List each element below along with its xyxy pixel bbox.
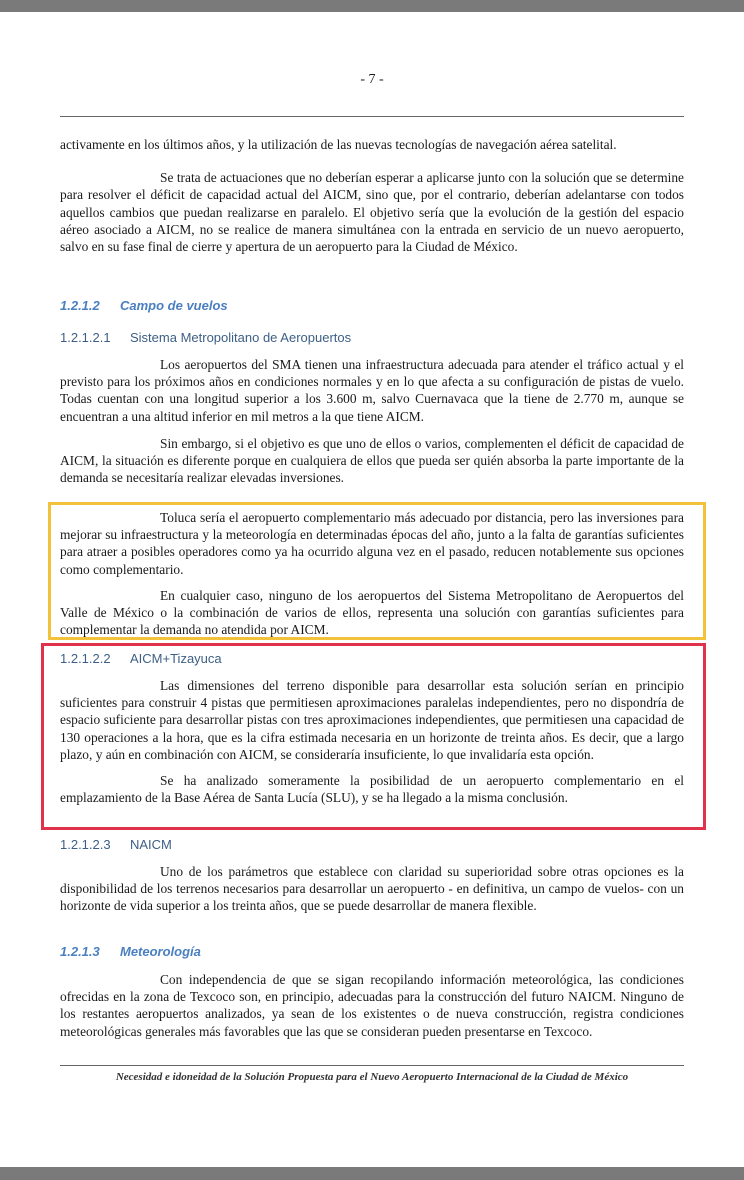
paragraph: Toluca sería el aeropuerto complementario más adecuado por distancia, pero las inversiones para mejorar su infraestructura y la meteorología en determinadas épocas del año, junto a la falta de garantías suficientes para atraer a posibles operadores como ya ha ocurrido alguna vez en el pasado, reducen notablemente sus opciones como complementario. [60, 510, 684, 577]
paragraph: Los aeropuertos del SMA tienen una infraestructura adecuada para atender el tráfico actual y el previsto para los próximos años en condiciones normales y en lo que afecta a su configuración de pistas de vuelo. Todas cuentan con una longitud superior a los 3.600 m, salvo Cuernavaca que la tiene de 2.770 m, aunque se encuentran a una altitud inferior en mil metros a la que tiene AICM. [60, 357, 684, 424]
section-heading-naicm: 1.2.1.2.3 NAICM [60, 837, 172, 852]
paragraph: Uno de los parámetros que establece con claridad su superioridad sobre otras opciones es la disponibilidad de los terrenos necesarios para desarrollar un aeropuerto - en definitiva, un campo de vuelos- con un horizonte de vida superior a los treinta años, que se puede desarrollar de manera flexible. [60, 864, 684, 914]
section-heading-campo-de-vuelos: 1.2.1.2 Campo de vuelos [60, 298, 228, 313]
section-heading-meteorologia: 1.2.1.3 Meteorología [60, 944, 201, 959]
sma-highlighted-block [60, 509, 684, 638]
header-rule [60, 116, 684, 117]
paragraph: Se ha analizado someramente la posibilidad de un aeropuerto complementario en el emplazamiento de la Base Aérea de Santa Lucía (SLU), y se ha llegado a la misma conclusión. [60, 773, 684, 806]
meteo-block [60, 971, 684, 1040]
paragraph: Las dimensiones del terreno disponible para desarrollar esta solución serían en principio suficientes para construir 4 pistas que permitiesen aproximaciones paralelas independientes, pero no dispondría de espacio suficiente para desarrollar pistas con tres aproximaciones independientes, que permitiesen una capacidad de 130 operaciones a la hora, que es la cifra estimada necesaria en un horizonte de treinta años. Es decir, que a largo plazo, y aún en combinación con AICM, se consideraría insuficiente, lo que invalidaría esta opción. [60, 678, 684, 762]
intro-block [60, 136, 684, 255]
paragraph: En cualquier caso, ninguno de los aeropuertos del Sistema Metropolitano de Aeropuertos del Valle de México o la combinación de varios de ellos, representa una solución con garantías suficientes para complementar la demanda no atendida por AICM. [60, 587, 684, 638]
section-heading-sma: 1.2.1.2.1 Sistema Metropolitano de Aeropuertos [60, 330, 352, 345]
paragraph: activamente en los últimos años, y la utilización de las nuevas tecnologías de navegación aérea satelital. [60, 137, 617, 152]
page-number: - 7 - [360, 72, 384, 87]
section-heading-tizayuca: 1.2.1.2.2 AICM+Tizayuca [60, 651, 222, 666]
paragraph: Con independencia de que se sigan recopilando información meteorológica, las condiciones ofrecidas en la zona de Texcoco son, en principio, adecuadas para la construcción del futuro NAICM. Ninguno de los restantes aeropuertos analizados, ya sean de los existentes o de nueva construcción, registra condiciones meteorológicas generales más favorables que las que se consideran pueden presentarse en Texcoco. [60, 972, 684, 1039]
tizayuca-block [60, 677, 684, 806]
sma-block [60, 356, 684, 486]
footer-rule [60, 1065, 684, 1066]
paragraph: Sin embargo, si el objetivo es que uno de ellos o varios, complementen el déficit de capacidad de AICM, la situación es diferente porque en cualquiera de ellos que pueda ser quién absorba la parte importante de la demanda se necesitaría realizar elevadas inversiones. [60, 435, 684, 486]
naicm-block [60, 863, 684, 915]
page-footer: Necesidad e idoneidad de la Solución Propuesta para el Nuevo Aeropuerto Internacional de la Ciudad de México [115, 1071, 629, 1083]
document-page [0, 12, 744, 1167]
paragraph: Se trata de actuaciones que no deberían esperar a aplicarse junto con la solución que se determine para resolver el déficit de capacidad actual del AICM, sino que, por el contrario, deberían adelantarse con todos aquellos cambios que puedan realizarse en paralelo. El objetivo sería que la evolución de la gestión del espacio aéreo asociado a AICM, no se realice de manera simultánea con la entrada en servicio de un nuevo aeropuerto, salvo en su fase final de cierre y apertura de un aeropuerto para la Ciudad de México. [60, 170, 684, 255]
